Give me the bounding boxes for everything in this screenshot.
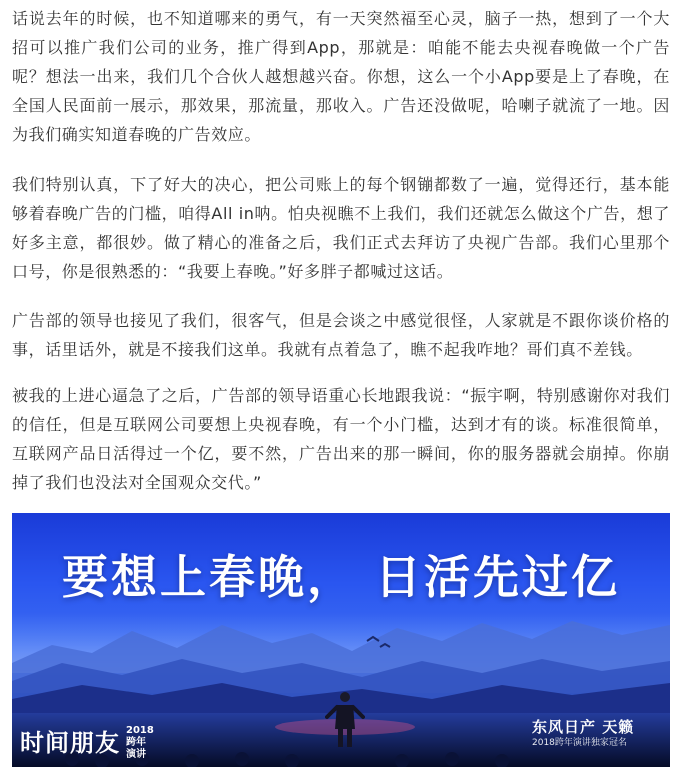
- article-paragraph-3: 广告部的领导也接见了我们，很客气，但是会谈之中感觉很怪，人家就是不跟你谈价格的事，话里话外，就是不接我们这单。我就有点着急了，瞧不起我咋地？哥们真不差钱。: [12, 311, 670, 359]
- event-logo: [20, 726, 154, 760]
- sponsor-logo: [532, 717, 634, 749]
- sponsor-caption: 2018跨年演讲独家冠名: [532, 738, 627, 748]
- article-paragraph-2: 我们特别认真，下了好大的决心，把公司账上的每个钢镚都数了一遍，觉得还行，基本能够着春晚广告的门槛，咱得All in呐。怕央视瞧不上我们，我们还就怎么做这个广告，想了好多主意，都很妙。做了精心的准备之后，我们正式去拜访了央视广告部。我们心里那个口号，你是很熟悉的：“我要上春晚。”好多胖子都喊过这话。: [12, 175, 670, 281]
- event-logo-sub-1: 跨年: [126, 737, 146, 748]
- hero-headline: 要想上春晚， 日活先过亿: [61, 550, 620, 604]
- hero-image-stage-photo: [12, 513, 670, 767]
- event-logo-mark: 时间朋友: [20, 728, 120, 757]
- article-paragraph-4: 被我的上进心逼急了之后，广告部的领导语重心长地跟我说：“振宇啊，特别感谢你对我们的信任，但是互联网公司要想上央视春晚，有一个小门槛，达到才有的谈。标准很简单，互联网产品日活得过一个亿，要不然，广告出来的那一瞬间，你的服务器就会崩掉。你崩掉了我们也没法对全国观众交代。”: [12, 386, 670, 492]
- event-logo-caption: [126, 725, 154, 761]
- article-paragraph-1: 话说去年的时候，也不知道哪来的勇气，有一天突然福至心灵，脑子一热，想到了一个大招可以推广我们公司的业务，推广得到App，那就是：咱能不能去央视春晚做一个广告呢？想法一出来，我们几个合伙人越想越兴奋。你想，这么一个小App要是上了春晚，在全国人民面前一展示，那效果，那流量，那收入。广告还没做呢，哈喇子就流了一地。因为我们确实知道春晚的广告效应。: [12, 9, 670, 144]
- speaker-figure: [325, 689, 365, 749]
- event-logo-year: 2018: [126, 725, 154, 736]
- event-logo-sub-2: 演讲: [126, 749, 146, 760]
- sponsor-name: 东风日产 天籁: [532, 718, 635, 736]
